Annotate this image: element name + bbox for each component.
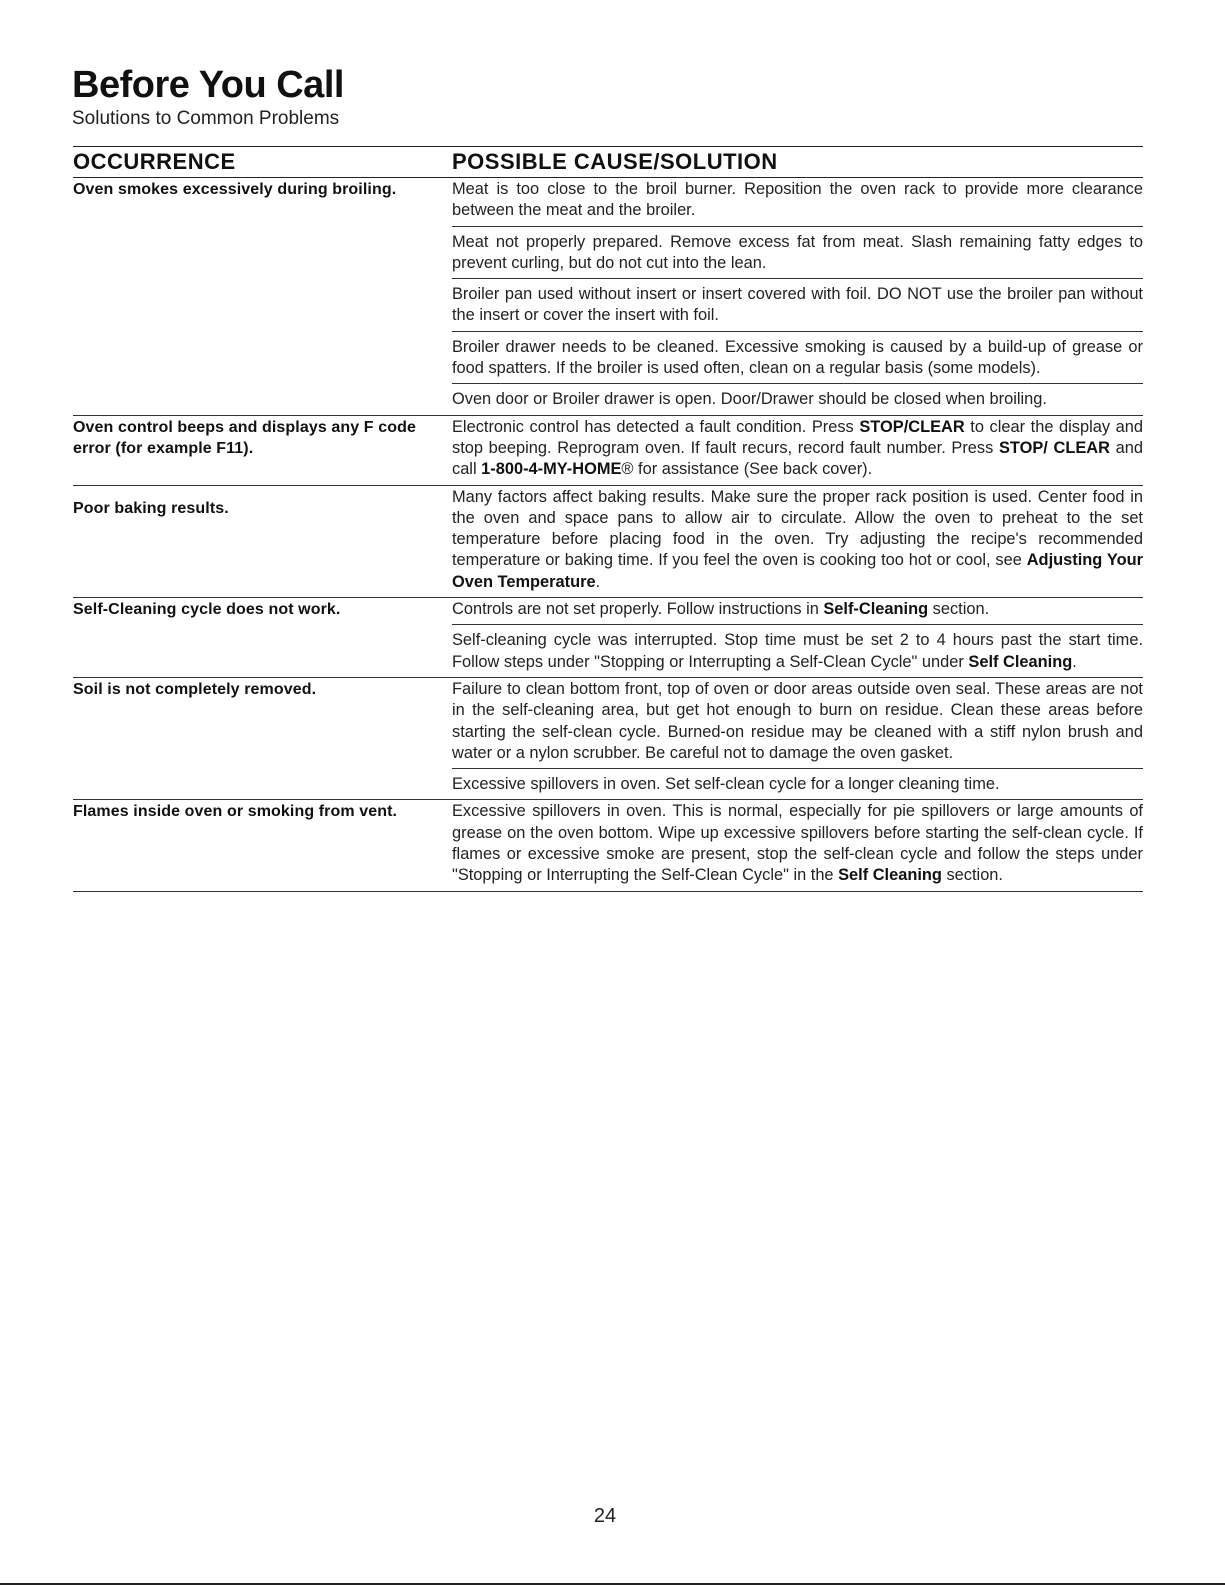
page-title: Before You Call bbox=[72, 64, 344, 106]
table-body bbox=[73, 178, 1143, 892]
solution-emphasis: Self Cleaning bbox=[838, 866, 942, 885]
solution-text bbox=[452, 331, 1143, 384]
solution-segment: ® for assistance (See back cover). bbox=[621, 460, 873, 479]
solution-text bbox=[452, 678, 1143, 768]
solutions-cell bbox=[452, 800, 1143, 890]
solution-segment: Meat is too close to the broil burner. Reposition the oven rack to provide more clearance between the meat and the broiler. bbox=[452, 180, 1143, 220]
table-header-row bbox=[73, 146, 1143, 178]
solution-text bbox=[452, 486, 1143, 597]
solution-text bbox=[452, 178, 1143, 226]
occurrence-cell: Poor baking results. bbox=[73, 499, 229, 517]
solution-segment: Failure to clean bottom front, top of oven or door areas outside oven seal. These areas are not in the self-cleaning area, but get hot enough to burn on residue. Clean these areas before starting the self-clean cycle. Burned-on residue may be cleaned with a stiff nylon brush and water or a nylon scrubber. Be careful not to damage the oven gasket. bbox=[452, 679, 1143, 762]
solution-text bbox=[452, 598, 1143, 624]
solution-segment: section. bbox=[928, 600, 990, 619]
solution-text bbox=[452, 383, 1143, 414]
solution-emphasis: STOP/ CLEAR bbox=[998, 438, 1110, 457]
solution-segment: Controls are not set properly. Follow instructions in bbox=[452, 600, 824, 619]
table-row bbox=[73, 598, 1143, 678]
solution-text bbox=[452, 278, 1143, 331]
table-row bbox=[73, 486, 1143, 598]
solution-segment: Self-cleaning cycle was interrupted. Stop time must be set 2 to 4 hours past the start time. Follow steps under "Stopping or Interrupting a Self-Clean Cycle" under bbox=[452, 631, 1143, 671]
solution-segment: Excessive spillovers in oven. Set self-clean cycle for a longer cleaning time. bbox=[452, 775, 1000, 794]
occurrence-cell: Soil is not completely removed. bbox=[73, 680, 317, 698]
solution-text bbox=[452, 768, 1143, 799]
solutions-cell bbox=[452, 416, 1143, 485]
column-header-occurrence: OCCURRENCE bbox=[73, 149, 236, 174]
occurrence-cell: Flames inside oven or smoking from vent. bbox=[73, 803, 398, 821]
solution-emphasis: STOP/CLEAR bbox=[859, 417, 965, 436]
solutions-cell bbox=[452, 678, 1143, 799]
table-row bbox=[73, 800, 1143, 891]
solution-text bbox=[452, 416, 1143, 485]
solution-text bbox=[452, 624, 1143, 677]
solution-emphasis: 1-800-4-MY-HOME bbox=[481, 460, 622, 479]
solution-segment: Many factors affect baking results. Make sure the proper rack position is used. Center food in the oven and space pans to allow air to circulate. Allow the oven to preheat to the set temperature before placing food in the oven. Try adjusting the recipe's recommended temperature or baking time. If you feel the oven is cooking too hot or cool, see bbox=[452, 487, 1143, 570]
solution-segment: and call bbox=[452, 438, 1143, 479]
solution-segment: section. bbox=[941, 866, 1003, 885]
table-row bbox=[73, 178, 1143, 416]
solution-segment: Broiler drawer needs to be cleaned. Excessive smoking is caused by a build-up of grease or food spatters. If the broiler is used often, clean on a regular basis (some models). bbox=[452, 337, 1143, 378]
solutions-cell bbox=[452, 178, 1143, 415]
solution-segment: to clear the display and stop beeping. Reprogram oven. If fault recurs, record fault number. Press bbox=[452, 417, 1144, 457]
solution-segment: Electronic control has detected a fault condition. Press bbox=[452, 417, 860, 436]
solution-text bbox=[452, 226, 1143, 279]
solution-emphasis: Self-Cleaning bbox=[823, 600, 929, 619]
solutions-cell bbox=[452, 486, 1143, 597]
solution-emphasis: Adjusting Your Oven Temperature bbox=[452, 551, 1143, 591]
page-number: 24 bbox=[593, 1505, 617, 1527]
solutions-cell bbox=[452, 598, 1143, 677]
occurrence-cell: Self-Cleaning cycle does not work. bbox=[73, 601, 341, 619]
solution-segment: . bbox=[1072, 652, 1077, 671]
table-row bbox=[73, 678, 1143, 800]
page-subtitle: Solutions to Common Problems bbox=[72, 108, 340, 129]
solution-segment: Meat not properly prepared. Remove excess fat from meat. Slash remaining fatty edges to prevent curling, but do not cut into the lean. bbox=[452, 232, 1143, 272]
solution-segment: Oven door or Broiler drawer is open. Door/Drawer should be closed when broiling. bbox=[452, 390, 1047, 409]
occurrence-cell: Oven smokes excessively during broiling. bbox=[73, 181, 397, 198]
solution-segment: . bbox=[595, 572, 601, 591]
solution-segment: Broiler pan used without insert or insert covered with foil. DO NOT use the broiler pan without the insert or cover the insert with foil. bbox=[452, 285, 1143, 325]
solution-segment: Excessive spillovers in oven. This is normal, especially for pie spillovers or large amounts of grease on the oven bottom. Wipe up excessive spillovers before starting the self-clean cycle. If flames or excessive smoke are present, stop the self-clean cycle and follow the steps under "Stopping or Interrupting the Self-Clean Cycle" in the bbox=[452, 802, 1143, 885]
occurrence-cell: Oven control beeps and displays any F code error (for example F11). bbox=[73, 418, 416, 458]
solution-text bbox=[452, 800, 1143, 890]
troubleshooting-table bbox=[73, 146, 1143, 892]
column-header-solution: POSSIBLE CAUSE/SOLUTION bbox=[452, 149, 778, 174]
solution-emphasis: Self Cleaning bbox=[968, 652, 1073, 671]
table-row bbox=[73, 416, 1143, 486]
